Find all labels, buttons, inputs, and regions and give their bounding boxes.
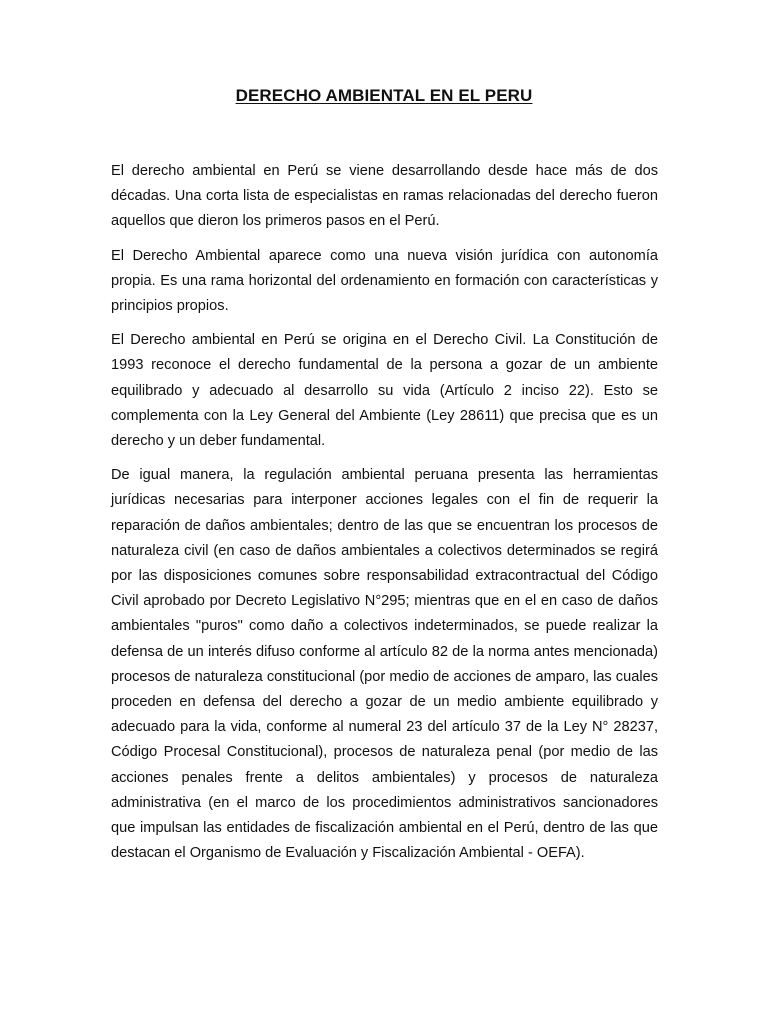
document-title: DERECHO AMBIENTAL EN EL PERU bbox=[235, 86, 533, 105]
paragraph-2: El Derecho Ambiental aparece como una nueva visión jurídica con autonomía propia. Es una rama horizontal del ordenamiento en formación con características y principios propios. bbox=[111, 247, 658, 315]
paragraph-3: El Derecho ambiental en Perú se origina en el Derecho Civil. La Constitución de 1993 reconoce el derecho fundamental de la persona a gozar de un ambiente equilibrado y adecuado al desarrollo su vida (Artículo 2 inciso 22). Esto se complementa con la Ley General del Ambiente (Ley 28611) que precisa que es un derecho y un deber fundamental. bbox=[111, 332, 658, 450]
paragraph-1: El derecho ambiental en Perú se viene desarrollando desde hace más de dos décadas. Una corta lista de especialistas en ramas relacionadas del derecho fueron aquellos que dieron los primeros pasos en el Perú. bbox=[111, 163, 658, 230]
paragraph-4: De igual manera, la regulación ambiental peruana presenta las herramientas jurídicas necesarias para interponer acciones legales con el fin de requerir la reparación de daños ambientales; dentro de las que se encuentran los procesos de naturaleza civil (en caso de daños ambientales a colectivos determinados se regirá por las disposiciones comunes sobre responsabilidad extracontractual del Código Civil aprobado por Decreto Legislativo N°295; mientras que en el en caso de daños ambientales "puros" como daño a colectivos indeterminados, se puede realizar la defensa de un interés difuso conforme al artículo 82 de la norma antes mencionada) procesos de naturaleza constitucional (por medio de acciones de amparo, las cuales proceden en defensa del derecho a gozar de un medio ambiente equilibrado y adecuado para la vida, conforme al numeral 23 del artículo 37 de la Ley N° 28237, Código Procesal Constitucional), procesos de naturaleza penal (por medio de las acciones penales frente a delitos ambientales) y procesos de naturaleza administrativa (en el marco de los procedimientos administrativos sancionadores que impulsan las entidades de fiscalización ambiental en el Perú, dentro de las que destacan el Organismo de Evaluación y Fiscalización Ambiental - OEFA). bbox=[111, 467, 658, 862]
document-body bbox=[111, 159, 658, 875]
